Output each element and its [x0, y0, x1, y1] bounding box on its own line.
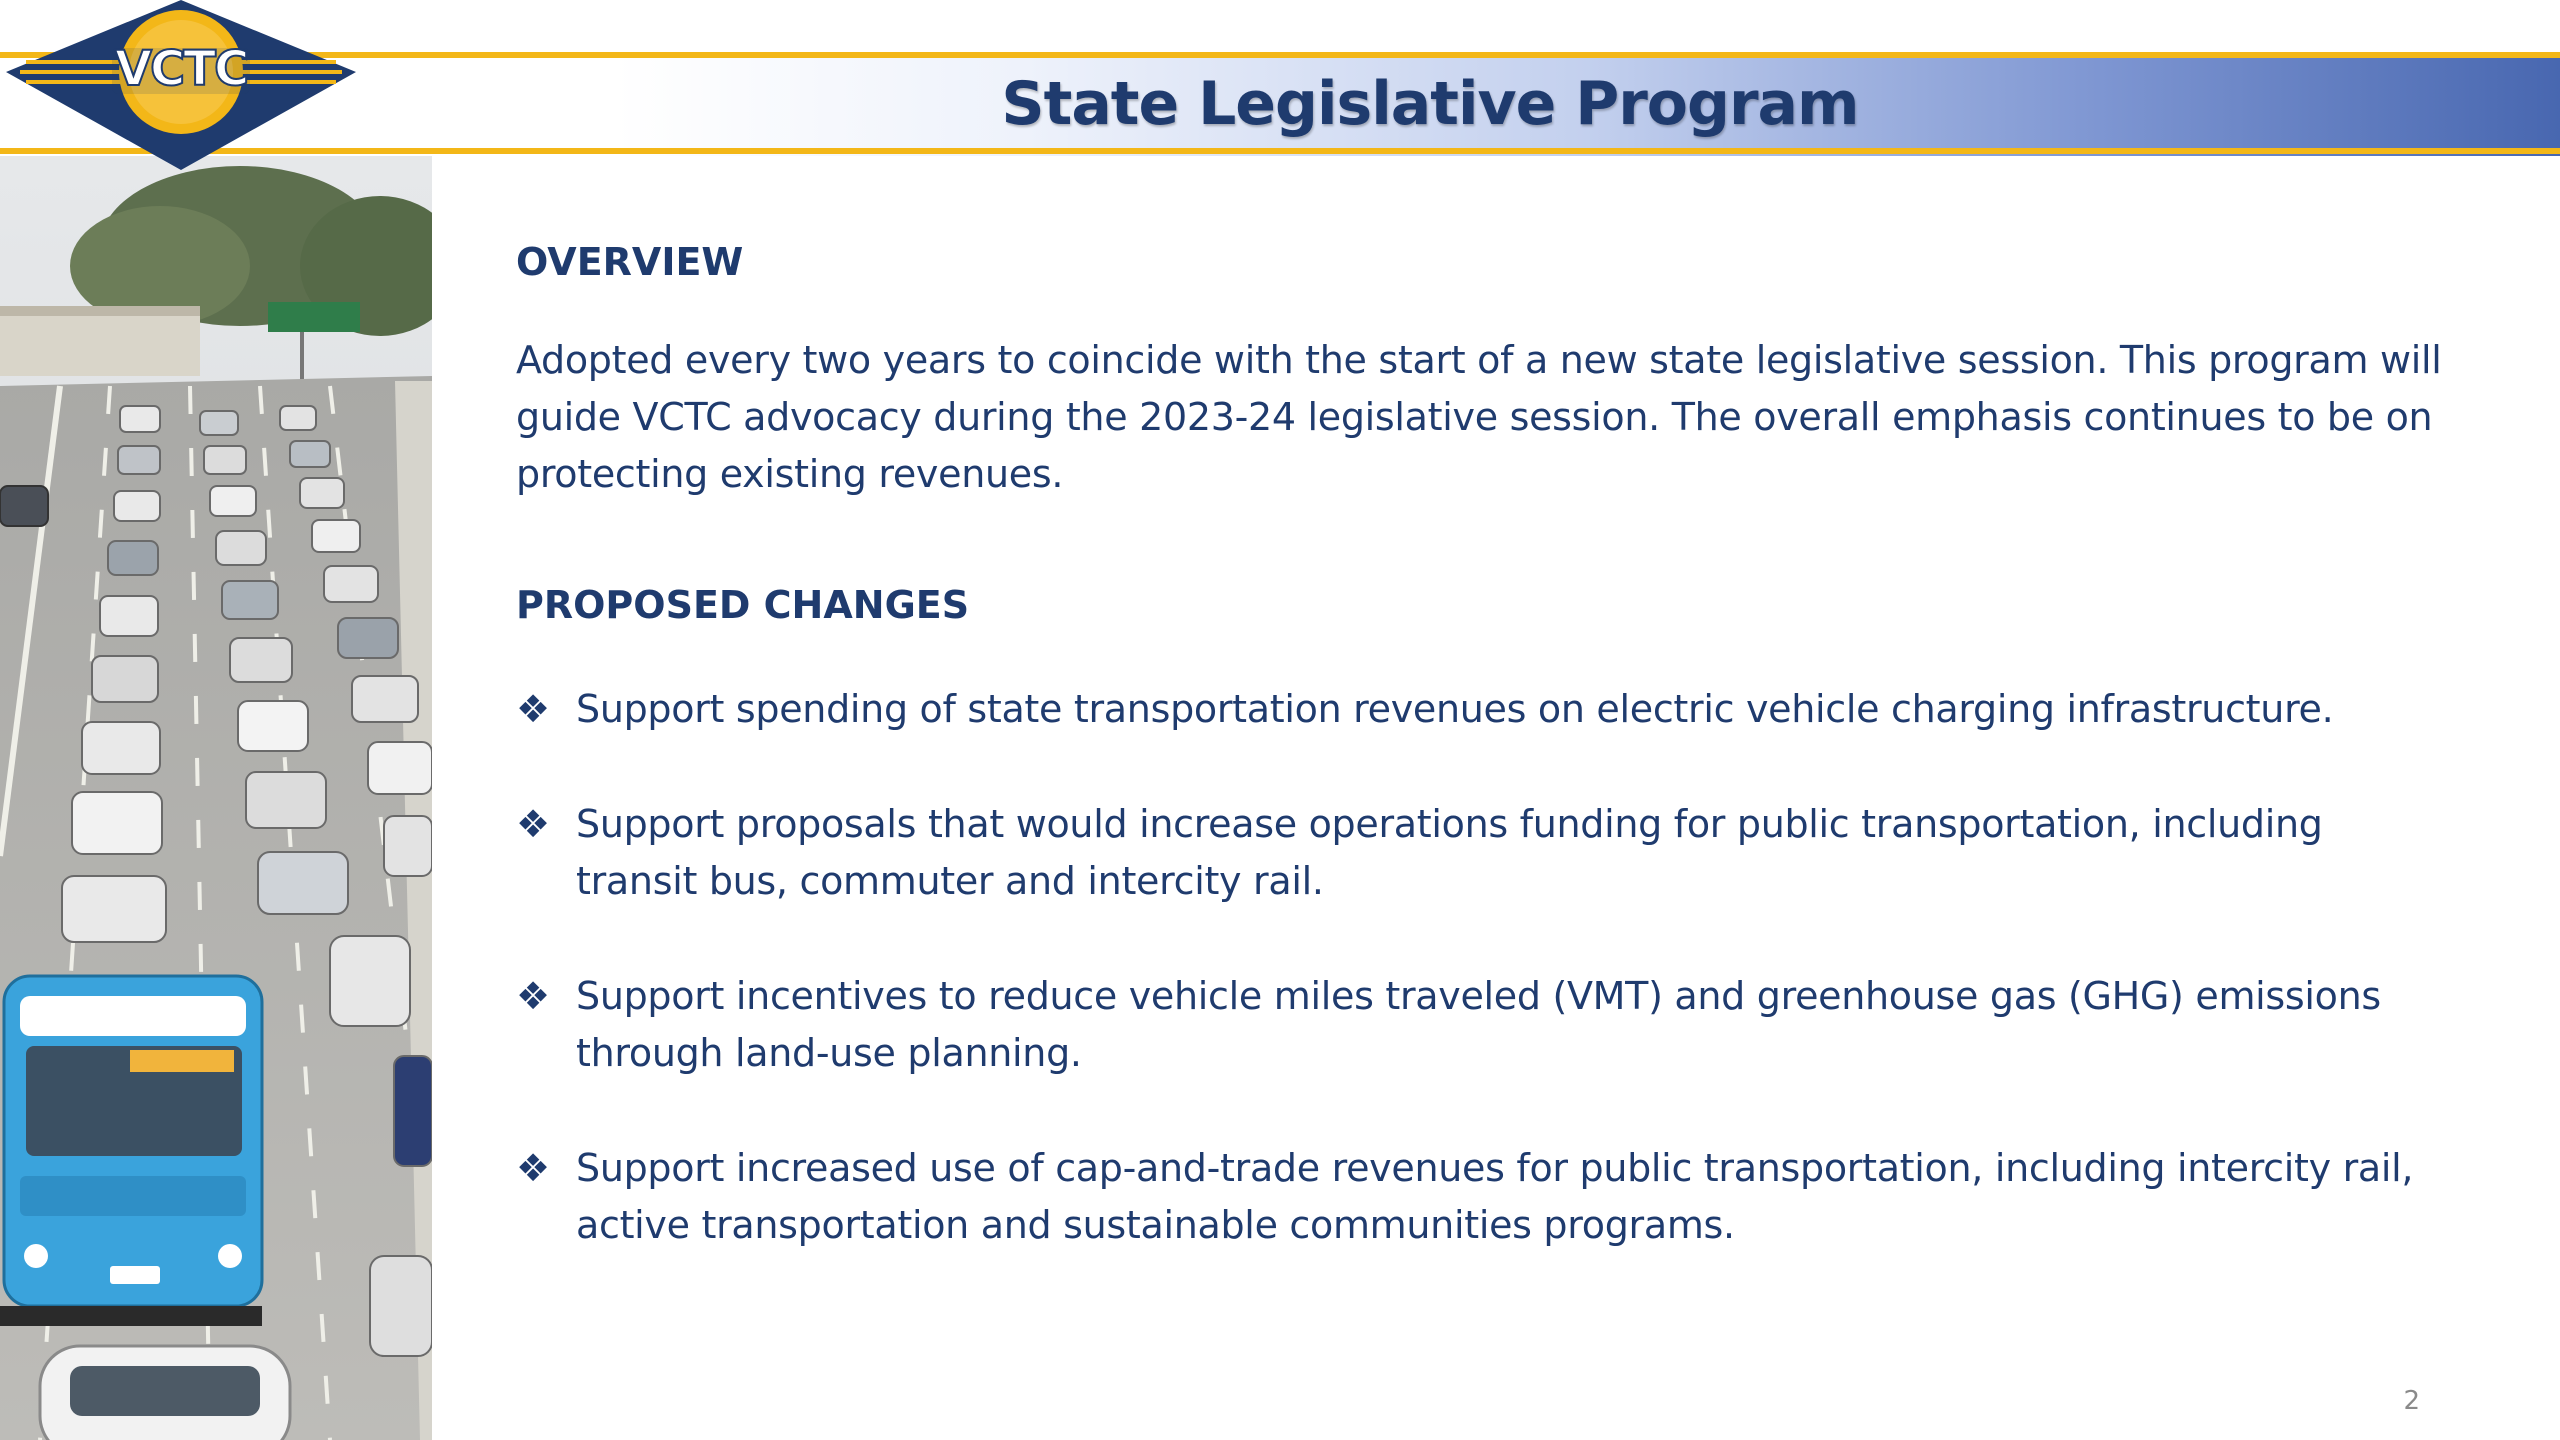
list-item: [516, 968, 2446, 1082]
list-item: [516, 681, 2446, 738]
content-area: [516, 222, 2446, 1312]
list-item: [516, 796, 2446, 910]
diamond-bullet-icon: ❖: [516, 802, 550, 846]
overview-text: Adopted every two years to coincide with the start of a new state legislative session. This program will guide VCTC advocacy during the 2023-24 legislative session. The overall emphasis continues to be on protecting existing revenues.: [516, 338, 2442, 496]
list-item-text: Support increased use of cap-and-trade revenues for public transportation, including intercity rail, active transportation and sustainable communities programs.: [576, 1146, 2414, 1247]
list-item-text: Support spending of state transportation revenues on electric vehicle charging infrastructure.: [576, 687, 2334, 731]
page-number: 2: [2403, 1386, 2420, 1416]
diamond-bullet-icon: ❖: [516, 1146, 550, 1190]
diamond-bullet-icon: ❖: [516, 687, 550, 731]
list-item: [516, 1140, 2446, 1254]
page-title: State Legislative Program: [1001, 69, 1859, 139]
proposed-changes-heading: PROPOSED CHANGES: [516, 583, 970, 627]
header-gold-line-top: [0, 52, 2560, 58]
list-item-text: Support proposals that would increase operations funding for public transportation, including transit bus, commuter and intercity rail.: [576, 802, 2323, 903]
header-gold-line-bottom: [0, 148, 2560, 154]
proposed-changes-list: [516, 681, 2446, 1254]
list-item-text: Support incentives to reduce vehicle miles traveled (VMT) and greenhouse gas (GHG) emissions through land-use planning.: [576, 974, 2381, 1075]
overview-heading: OVERVIEW: [516, 240, 744, 284]
highway-traffic-photo: [0, 156, 432, 1440]
logo-text: VCTC: [114, 41, 248, 97]
diamond-bullet-icon: ❖: [516, 974, 550, 1018]
